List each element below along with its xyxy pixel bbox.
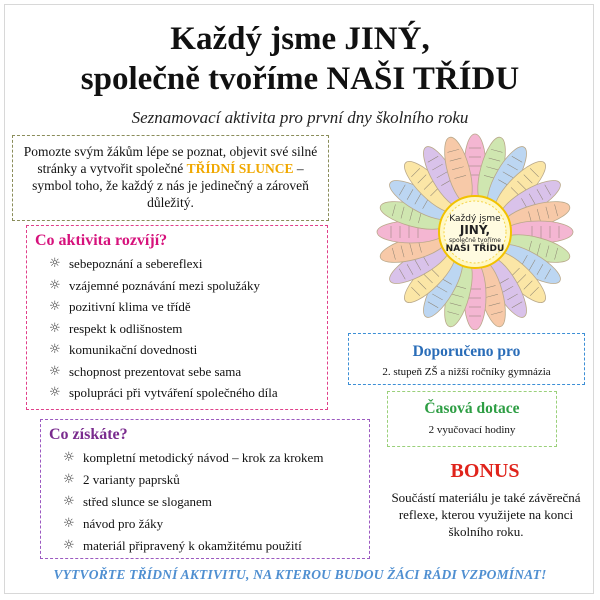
gain-box	[40, 419, 370, 559]
list-item-label: spolupráci při vytváření společného díla	[69, 385, 278, 400]
sun-icon: ☼	[49, 299, 61, 314]
page-subtitle: Seznamovací aktivita pro první dny školního roku	[131, 108, 469, 127]
list-item	[49, 318, 327, 340]
intro-text-before: Pomozte svým žákům lépe se poznat, objevit své silné stránky a vytvořit společné	[23, 144, 318, 176]
sun-icon: ☼	[63, 516, 75, 531]
list-item	[63, 535, 369, 557]
list-item-label: schopnost prezentovat sebe sama	[69, 363, 242, 379]
time-text: 2 vyučovací hodiny	[428, 424, 516, 436]
develop-list	[35, 253, 327, 404]
list-item	[49, 361, 327, 383]
recommended-box	[348, 333, 585, 385]
develop-heading: Co aktivita rozvíjí?	[35, 232, 168, 249]
list-item	[63, 447, 369, 469]
list-item-label: 2 varianty paprsků	[83, 472, 180, 487]
flower-center-text	[436, 214, 514, 254]
list-item-label: materiál připravený k okamžitému použití	[83, 538, 302, 553]
recommended-heading: Doporučeno pro	[412, 343, 521, 360]
time-heading: Časová dotace	[424, 400, 520, 417]
flower-text-line2: JINÝ,	[459, 223, 491, 237]
sun-icon: ☼	[49, 385, 61, 400]
list-item	[63, 491, 369, 513]
page-title-line1: Každý jsme JINÝ,	[170, 21, 430, 57]
sun-icon: ☼	[63, 494, 75, 509]
flower-text-line4: NAŠI TŘÍDU	[445, 244, 505, 254]
sun-icon: ☼	[63, 450, 75, 465]
flower-text-line3: společně tvoříme	[449, 237, 501, 244]
recommended-text: 2. stupeň ZŠ a nižší ročníky gymnázia	[382, 366, 551, 378]
list-item	[49, 275, 327, 297]
list-item	[49, 296, 327, 318]
list-item-label: pozitivní klima ve třídě	[69, 299, 191, 314]
sun-icon: ☼	[63, 538, 75, 553]
intro-highlight: TŘÍDNÍ SLUNCE	[186, 161, 294, 176]
list-item	[49, 253, 327, 275]
list-item-label: komunikační dovednosti	[69, 342, 198, 357]
intro-text-after: – symbol toho, že každý z nás je jedinečný a zároveň důležitý.	[32, 161, 309, 210]
list-item-label: návod pro žáky	[83, 516, 164, 531]
sun-icon: ☼	[49, 256, 61, 271]
list-item	[49, 339, 327, 361]
sun-icon: ☼	[49, 363, 61, 379]
flower-text-line1: Každý jsme	[449, 214, 501, 224]
bonus-heading: BONUS	[450, 460, 520, 482]
page-title-line2: společně tvoříme NAŠI TŘÍDU	[80, 61, 520, 97]
sun-icon: ☼	[63, 472, 75, 487]
sun-icon: ☼	[49, 277, 61, 293]
sun-icon: ☼	[49, 320, 61, 336]
bonus-text: Součástí materiálu je také závěrečná reflexe, kterou využijete na konci školního roku.	[391, 490, 581, 539]
gain-list	[49, 447, 369, 557]
list-item	[63, 513, 369, 535]
time-box	[387, 391, 557, 447]
develop-box	[26, 225, 328, 410]
intro-box	[12, 135, 329, 221]
footer-slogan: VYTVOŘTE TŘÍDNÍ AKTIVITU, NA KTEROU BUDOU ŽÁCI RÁDI VZPOMÍNAT!	[53, 567, 547, 582]
list-item-label: vzájemné poznávání mezi spolužáky	[69, 277, 260, 293]
list-item-label: střed slunce se sloganem	[83, 494, 212, 509]
list-item-label: kompletní metodický návod – krok za krokem	[83, 450, 324, 465]
list-item	[49, 382, 327, 404]
gain-heading: Co získáte?	[49, 426, 128, 443]
sun-icon: ☼	[49, 342, 61, 357]
list-item-label: respekt k odlišnostem	[69, 320, 183, 336]
list-item	[63, 469, 369, 491]
list-item-label: sebepoznání a sebereflexi	[69, 256, 203, 271]
